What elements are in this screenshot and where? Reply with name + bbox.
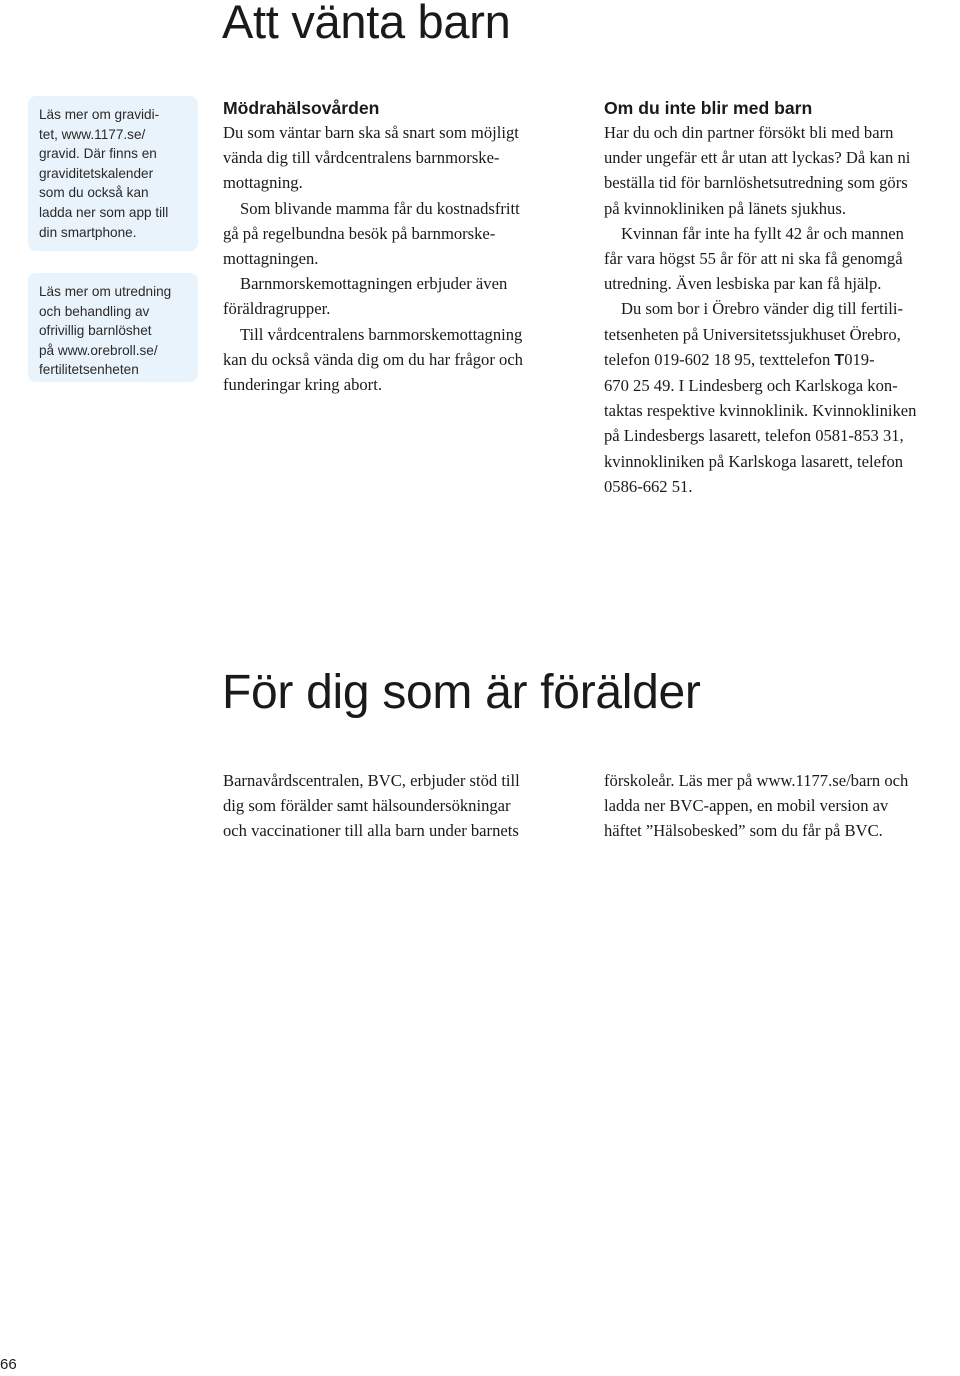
info-box-pregnancy [28,96,198,251]
parent-text-col1 [223,768,583,844]
info-line: din smartphone. [39,224,137,240]
text-line: mottagning. [223,173,303,193]
page-number: 66 [0,1356,17,1373]
text-line: dig som förälder samt hälsoundersökningar [223,796,511,816]
info-line: som du också kan [39,185,149,201]
text-line: Du som väntar barn ska så snart som möjligt [223,123,519,142]
phone-text: 019- [844,349,875,369]
text-line: Som blivande mamma får du kostnadsfritt [240,198,520,218]
info-line: tet, www.1177.se/ [39,126,146,142]
info-line: ladda ner som app till [39,204,169,220]
text-line: taktas respektive kvinnoklinik. Kvinnokliniken [604,401,917,421]
text-line: tetsenheten på Universitetssjukhuset Örebro, [604,324,901,344]
text-line: gå på regelbundna besök på barnmorske- [223,223,496,243]
phone-text: telefon 019-602 18 95, texttelefon [604,349,835,369]
text-line: funderingar kring abort. [223,375,382,395]
text-line: Har du och din partner försökt bli med barn [604,123,894,142]
page-title: Att vänta barn [222,0,511,48]
section-heading: Om du inte blir med barn [604,98,813,118]
section-maternity-care [223,96,583,397]
text-line: förskoleår. Läs mer på www.1177.se/barn och [604,771,909,790]
text-line: utredning. Även lesbiska par kan få hjälp. [604,274,882,294]
text-line: kvinnokliniken på Karlskoga lasarett, telefon [604,451,904,471]
info-line: fertilitetsenheten [39,362,139,378]
text-line: Till vårdcentralens barnmorskemottagning [240,324,523,344]
text-line: föräldragrupper. [223,299,331,319]
phone-line [604,347,960,373]
info-line: Läs mer om utredning [39,284,172,299]
text-line: kan du också vända dig om du har frågor och [223,349,523,369]
text-line: 670 25 49. I Lindesberg och Karlskoga kon- [604,376,898,396]
info-line: på www.orebroll.se/ [39,342,158,358]
text-telephone-icon: T [834,351,845,369]
text-line: Kvinnan får inte ha fyllt 42 år och mannen [621,223,904,243]
text-line: 0586-662 51. [604,476,693,496]
text-line: under ungefär ett år utan att lyckas? Då kan ni [604,148,911,168]
text-line: Barnavårdscentralen, BVC, erbjuder stöd till [223,771,520,790]
info-line: och behandling av [39,303,150,319]
text-line: ladda ner BVC-appen, en mobil version av [604,796,889,816]
text-line: beställa tid för barnlöshetsutredning som görs [604,173,908,193]
text-line: Du som bor i Örebro vänder dig till fertili- [621,299,904,319]
info-box-infertility [28,273,198,382]
text-line: Barnmorskemottagningen erbjuder även [240,274,508,294]
text-line: på Lindesbergs lasarett, telefon 0581-853 31, [604,426,904,446]
section-infertility [604,96,960,499]
info-line: ofrivillig barnlöshet [39,323,152,339]
text-line: vända dig till vårdcentralens barnmorske- [223,148,500,168]
section-title-parent: För dig som är förälder [222,666,701,719]
section-heading: Mödrahälsovården [223,98,380,118]
info-line: graviditetskalender [39,165,154,181]
text-line: mottagningen. [223,249,319,269]
parent-text-col2 [604,768,960,844]
info-line: gravid. Där finns en [39,146,157,162]
text-line: får vara högst 55 år för att ni ska få genomgå [604,249,903,269]
info-line: Läs mer om gravidi- [39,107,160,122]
text-line: på kvinnokliniken på länets sjukhus. [604,198,846,218]
text-line: häftet ”Hälsobesked” som du får på BVC. [604,821,883,841]
text-line: och vaccinationer till alla barn under barnets [223,821,519,841]
